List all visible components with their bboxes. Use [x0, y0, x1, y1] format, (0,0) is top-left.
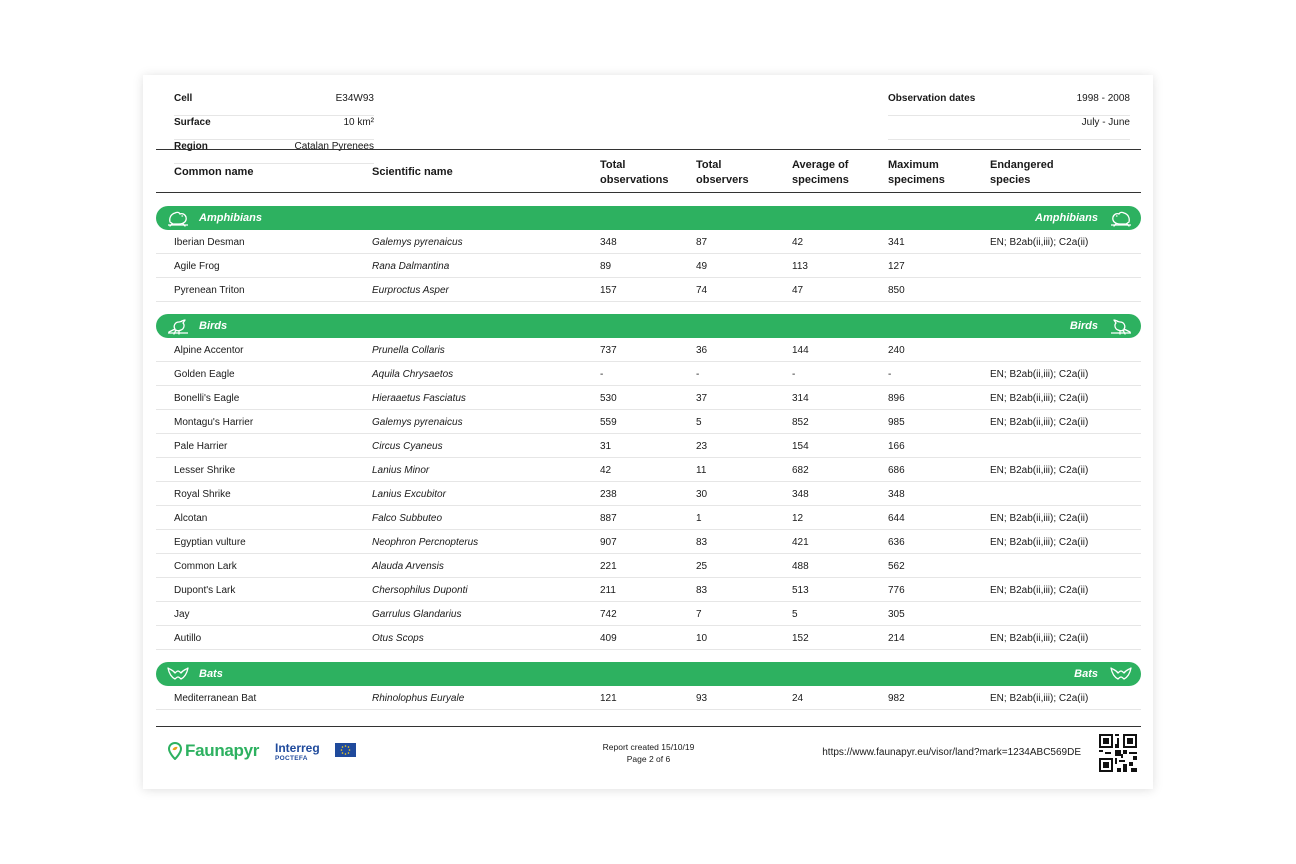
observation-dates-label: Observation dates: [888, 93, 976, 104]
total-observations-cell: 559: [600, 417, 617, 428]
common-name-cell: Common Lark: [174, 561, 237, 572]
endangered-status-cell: EN; B2ab(ii,iii); C2a(ii): [990, 693, 1089, 704]
table-row: [156, 410, 1141, 434]
total-observers-cell: 93: [696, 693, 708, 704]
column-common-name: Common name: [174, 166, 254, 178]
total-observers-cell: 7: [696, 609, 702, 620]
group-title-right: Bats: [1074, 668, 1098, 680]
bat-icon: [1110, 665, 1132, 683]
endangered-status-cell: EN; B2ab(ii,iii); C2a(ii): [990, 585, 1089, 596]
total-observations-cell: 530: [600, 393, 617, 404]
total-observers-cell: 49: [696, 261, 708, 272]
total-observers-cell: 1: [696, 513, 702, 524]
total-observations-cell: 31: [600, 441, 612, 452]
table-row: [156, 230, 1141, 254]
column-total-observations: Total observations: [600, 159, 669, 186]
maximum-specimens-cell: 341: [888, 237, 905, 248]
scientific-name-cell: Galemys pyrenaicus: [372, 417, 463, 428]
total-observers-cell: 11: [696, 465, 707, 476]
total-observers-cell: 83: [696, 585, 708, 596]
endangered-status-cell: EN; B2ab(ii,iii); C2a(ii): [990, 465, 1089, 476]
scientific-name-cell: Prunella Collaris: [372, 345, 445, 356]
total-observations-cell: 211: [600, 585, 616, 596]
bird-icon: [167, 317, 189, 335]
scientific-name-cell: Chersophilus Duponti: [372, 585, 468, 596]
maximum-specimens-cell: -: [888, 369, 892, 380]
total-observations-cell: 907: [600, 537, 617, 548]
endangered-status-cell: EN; B2ab(ii,iii); C2a(ii): [990, 537, 1089, 548]
total-observations-cell: -: [600, 369, 604, 380]
common-name-cell: Royal Shrike: [174, 489, 231, 500]
endangered-status-cell: EN; B2ab(ii,iii); C2a(ii): [990, 369, 1089, 380]
table-row: [156, 386, 1141, 410]
maximum-specimens-cell: 127: [888, 261, 905, 272]
total-observations-cell: 887: [600, 513, 617, 524]
common-name-cell: Alcotan: [174, 513, 208, 524]
common-name-cell: Dupont's Lark: [174, 585, 236, 596]
scientific-name-cell: Rhinolophus Euryale: [372, 693, 465, 704]
column-maximum-specimens: Maximum specimens: [888, 159, 945, 186]
scientific-name-cell: Lanius Excubitor: [372, 489, 446, 500]
table-row: [156, 506, 1141, 530]
table-row: [156, 530, 1141, 554]
bird-icon: [1110, 317, 1132, 335]
total-observers-cell: 74: [696, 285, 708, 296]
common-name-cell: Lesser Shrike: [174, 465, 236, 476]
average-specimens-cell: 348: [792, 489, 809, 500]
common-name-cell: Alpine Accentor: [174, 345, 244, 356]
total-observations-cell: 409: [600, 633, 617, 644]
table-row: [156, 482, 1141, 506]
total-observations-cell: 742: [600, 609, 617, 620]
total-observers-cell: 5: [696, 417, 702, 428]
total-observers-cell: 30: [696, 489, 708, 500]
group-header: [156, 314, 1141, 338]
total-observations-cell: 89: [600, 261, 612, 272]
maximum-specimens-cell: 305: [888, 609, 905, 620]
total-observations-cell: 121: [600, 693, 617, 704]
average-specimens-cell: 852: [792, 417, 809, 428]
scientific-name-cell: Otus Scops: [372, 633, 424, 644]
frog-icon: [1110, 209, 1132, 227]
scientific-name-cell: Circus Cyaneus: [372, 441, 443, 452]
total-observations-cell: 238: [600, 489, 617, 500]
table-row: [156, 254, 1141, 278]
scientific-name-cell: Neophron Percnopterus: [372, 537, 479, 548]
average-specimens-cell: 5: [792, 609, 798, 620]
maximum-specimens-cell: 636: [888, 537, 905, 548]
maximum-specimens-cell: 240: [888, 345, 905, 356]
average-specimens-cell: 47: [792, 285, 804, 296]
average-specimens-cell: 152: [792, 633, 809, 644]
observation-dates: [888, 92, 1130, 140]
group-header: [156, 662, 1141, 686]
report-created: Report created 15/10/19: [602, 742, 695, 752]
maximum-specimens-cell: 644: [888, 513, 905, 524]
table-row: [156, 578, 1141, 602]
total-observers-cell: 10: [696, 633, 708, 644]
total-observations-cell: 737: [600, 345, 617, 356]
maximum-specimens-cell: 562: [888, 561, 905, 572]
total-observers-cell: 23: [696, 441, 708, 452]
cell-label: Cell: [174, 93, 193, 104]
total-observations-cell: 157: [600, 285, 617, 296]
observation-years: 1998 - 2008: [1076, 93, 1130, 104]
column-scientific-name: Scientific name: [372, 166, 453, 178]
maximum-specimens-cell: 896: [888, 393, 905, 404]
common-name-cell: Jay: [174, 609, 190, 620]
common-name-cell: Pyrenean Triton: [174, 285, 245, 296]
maximum-specimens-cell: 686: [888, 465, 905, 476]
group-title: Amphibians: [199, 212, 262, 224]
scientific-name-cell: Alauda Arvensis: [372, 561, 444, 572]
bat-icon: [167, 665, 189, 683]
endangered-status-cell: EN; B2ab(ii,iii); C2a(ii): [990, 417, 1089, 428]
average-specimens-cell: 488: [792, 561, 809, 572]
interreg-logo: Interreg POCTEFA: [275, 741, 320, 762]
total-observers-cell: 36: [696, 345, 708, 356]
maximum-specimens-cell: 348: [888, 489, 905, 500]
average-specimens-cell: 154: [792, 441, 809, 452]
common-name-cell: Golden Eagle: [174, 369, 235, 380]
scientific-name-cell: Eurproctus Asper: [372, 285, 449, 296]
endangered-status-cell: EN; B2ab(ii,iii); C2a(ii): [990, 393, 1089, 404]
maximum-specimens-cell: 776: [888, 585, 905, 596]
observation-months: July - June: [1081, 117, 1130, 128]
column-total-observers: Total observers: [696, 159, 749, 186]
qr-code-icon[interactable]: [1099, 734, 1137, 772]
table-row: [156, 362, 1141, 386]
page-footer: [156, 726, 1141, 778]
common-name-cell: Agile Frog: [174, 261, 220, 272]
common-name-cell: Montagu's Harrier: [174, 417, 254, 428]
common-name-cell: Autillo: [174, 633, 202, 644]
cell-value: E34W93: [335, 93, 374, 104]
endangered-status-cell: EN; B2ab(ii,iii); C2a(ii): [990, 633, 1089, 644]
scientific-name-cell: Lanius Minor: [372, 465, 430, 476]
average-specimens-cell: 42: [792, 237, 804, 248]
scientific-name-cell: Rana Dalmantina: [372, 261, 450, 272]
table-row: [156, 554, 1141, 578]
average-specimens-cell: 144: [792, 345, 809, 356]
column-average-specimens: Average of specimens: [792, 159, 849, 186]
average-specimens-cell: 12: [792, 513, 804, 524]
scientific-name-cell: Galemys pyrenaicus: [372, 237, 463, 248]
total-observations-cell: 221: [600, 561, 617, 572]
group-birds: [156, 314, 1141, 650]
region-value: Catalan Pyrenees: [294, 141, 374, 152]
maximum-specimens-cell: 166: [888, 441, 905, 452]
average-specimens-cell: -: [792, 369, 796, 380]
page-number: Page 2 of 6: [626, 754, 671, 764]
report-page: [143, 75, 1153, 789]
total-observers-cell: 83: [696, 537, 708, 548]
table-row: [156, 602, 1141, 626]
table-row: [156, 434, 1141, 458]
common-name-cell: Bonelli's Eagle: [174, 393, 240, 404]
total-observers-cell: -: [696, 369, 700, 380]
common-name-cell: Iberian Desman: [174, 237, 245, 248]
group-title: Bats: [199, 668, 223, 680]
scientific-name-cell: Aquila Chrysaetos: [372, 369, 454, 380]
table-row: [156, 278, 1141, 302]
scientific-name-cell: Garrulus Glandarius: [372, 609, 462, 620]
maximum-specimens-cell: 850: [888, 285, 905, 296]
group-amphibians: [156, 206, 1141, 302]
total-observations-cell: 42: [600, 465, 612, 476]
table-row: [156, 458, 1141, 482]
group-bats: [156, 662, 1141, 710]
group-title: Birds: [199, 320, 228, 332]
group-title-right: Birds: [1069, 320, 1098, 332]
table-body: [156, 206, 1141, 722]
table-row: [156, 626, 1141, 650]
column-endangered-species: Endangered species: [990, 159, 1054, 186]
average-specimens-cell: 113: [792, 261, 808, 272]
average-specimens-cell: 314: [792, 393, 809, 404]
endangered-status-cell: EN; B2ab(ii,iii); C2a(ii): [990, 237, 1089, 248]
endangered-status-cell: EN; B2ab(ii,iii); C2a(ii): [990, 513, 1089, 524]
common-name-cell: Mediterranean Bat: [174, 693, 257, 704]
common-name-cell: Egyptian vulture: [174, 537, 246, 548]
total-observations-cell: 348: [600, 237, 617, 248]
surface-label: Surface: [174, 117, 211, 128]
average-specimens-cell: 24: [792, 693, 804, 704]
table-row: [156, 338, 1141, 362]
common-name-cell: Pale Harrier: [174, 441, 228, 452]
total-observers-cell: 87: [696, 237, 708, 248]
scientific-name-cell: Falco Subbuteo: [372, 513, 443, 524]
group-title-right: Amphibians: [1035, 212, 1098, 224]
surface-value: 10 km²: [343, 117, 374, 128]
table-row: [156, 686, 1141, 710]
region-label: Region: [174, 141, 208, 152]
frog-icon: [167, 209, 189, 227]
maximum-specimens-cell: 982: [888, 693, 905, 704]
average-specimens-cell: 421: [792, 537, 809, 548]
scientific-name-cell: Hieraaetus Fasciatus: [372, 393, 466, 404]
table-header: [156, 149, 1141, 193]
average-specimens-cell: 513: [792, 585, 809, 596]
total-observers-cell: 25: [696, 561, 708, 572]
maximum-specimens-cell: 985: [888, 417, 905, 428]
brand-name: Faunapyr: [185, 741, 260, 760]
group-header: [156, 206, 1141, 230]
maximum-specimens-cell: 214: [888, 633, 905, 644]
total-observers-cell: 37: [696, 393, 708, 404]
report-url[interactable]: https://www.faunapyr.eu/visor/land?mark=1234ABC569DE: [822, 747, 1081, 758]
average-specimens-cell: 682: [792, 465, 809, 476]
